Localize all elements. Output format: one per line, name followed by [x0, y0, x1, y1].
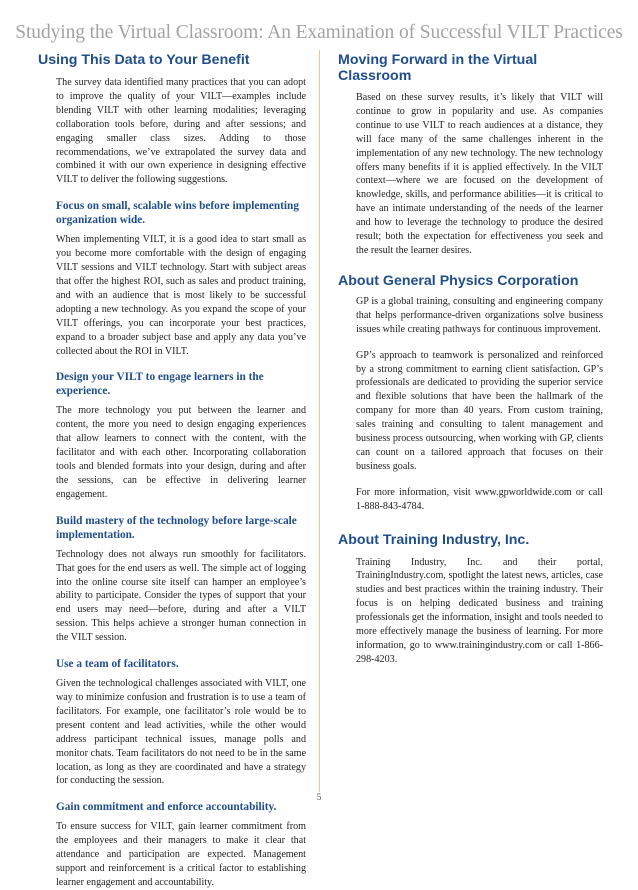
section-heading-using-data: Using This Data to Your Benefit: [38, 52, 250, 68]
subheading-commitment-accountability: Gain commitment and enforce accountability.: [56, 801, 277, 814]
section-heading-general-physics: About General Physics Corporation: [338, 272, 579, 289]
subheading-design-engagement: Design your VILT to engage learners in the experience.: [56, 371, 264, 398]
subheading-focus-small-wins: Focus on small, scalable wins before implementing organization wide.: [56, 200, 299, 227]
paragraph-focus-small-wins: When implementing VILT, it is a good idea to start small as you become more comfortable with the design of engaging VILT sessions and VILT technology. Start with subject areas that offer the highest ROI, such as sales and product training, and with an audience that is most likely to be successful adopting a new technology. As you expand the scope of your VILT offerings, you can incorporate your best practices, expand to a broader subject base and apply any data you’ve collected about the ROI in VILT.: [56, 234, 306, 357]
subheading-team-facilitators: Use a team of facilitators.: [56, 658, 179, 671]
paragraph-team-facilitators: Given the technological challenges associated with VILT, one way to minimize confusion and frustration is to use a team of facilitators. For example, one facilitator’s role would be to present content and lead activities, while the other would address participant technical issues, manage polls and monitor chats. Team facilitators do not need to be in the same location, as long as they are coordinated and have a strategy for conducting the session.: [56, 678, 306, 787]
right-column: [338, 52, 603, 667]
paragraph-gp-contact: For more information, visit www.gpworldwide.com or call 1-888-843-4784.: [356, 486, 603, 512]
intro-paragraph: The survey data identified many practices that you can adopt to improve the quality of your VILT—examples include blending VILT with other learning modalities; leveraging collaboration tools before, during and after sessions; and engaging smaller class sizes. Adding to those recommendations, we’ve extrapolated the survey data and combined it with our own experience in designing effective VILT to deliver the following suggestions.: [56, 77, 306, 186]
left-column: [38, 52, 306, 890]
paragraph-gp-overview: GP is a global training, consulting and engineering company that helps performance-driven organizations solve business issues while creating pathways for continuous improvement.: [356, 295, 603, 335]
page-number: 5: [316, 793, 322, 803]
section-heading-training-industry: About Training Industry, Inc.: [338, 531, 530, 548]
paragraph-commitment-accountability: To ensure success for VILT, gain learner commitment from the employees and their managers to make it clear that attendance and participation are expected. Management support and reinforcement is a critical factor to establishing learner engagement and accountability.: [56, 821, 306, 888]
column-divider: [319, 50, 320, 792]
paragraph-moving-forward: Based on these survey results, it’s likely that VILT will continue to grow in popularity and use. As companies continue to use VILT to reach audiences at a distance, they will face many of the same challenges inherent in the implementation of any new technology. The new technology offers many benefits if it is applied effectively. In the VILT context—where we are focused on the development of knowledge, skills, and performance abilities—it is critical to have an intimate understanding of the needs of the learner and how to leverage the technology to produce the desired result; both the expectation for effectiveness you seek and the result the learner desires.: [356, 92, 603, 256]
paragraph-build-mastery: Technology does not always run smoothly for facilitators. That goes for the end users as well. The simple act of logging into the online course site itself can hamper an employee’s ability to participate. Consider the types of support that your end users may need—before, during and after a VILT session. This helps achieve a stronger human connection in the VILT session.: [56, 548, 306, 644]
running-head: Studying the Virtual Classroom: An Examination of Successful VILT Practices: [15, 22, 623, 43]
paragraph-gp-approach: GP’s approach to teamwork is personalized and reinforced by a strong commitment to earning client satisfaction. GP’s professionals are dedicated to providing the superior service and flexible solutions that have been the hallmark of the company for more than 40 years. From custom training, sales training and consulting to talent management and business process outsourcing, when working with GP, clients can count on a tailored approach that focuses on their business goals.: [356, 349, 603, 472]
section-heading-moving-forward: Moving Forward in the Virtual Classroom: [338, 52, 538, 84]
paragraph-training-industry: Training Industry, Inc. and their portal, TrainingIndustry.com, spotlight the latest news, articles, case studies and best practices within the training industry. Their focus is on helping dedicated business and training professionals get the information, insight and tools needed to more effectively manage the business of learning. For more information, go to www.trainingindustry.com or call 1-866-298-4203.: [356, 556, 603, 665]
subheading-build-mastery: Build mastery of the technology before large-scale implementation.: [56, 514, 297, 541]
paragraph-design-engagement: The more technology you put between the learner and content, the more you need to design engaging experiences that allow learners to connect with the content, with the facilitator and with each other. Incorporating collaboration tools and blended formats into your design, during and after the sessions, can be effective in delivering learner engagement.: [56, 405, 306, 500]
